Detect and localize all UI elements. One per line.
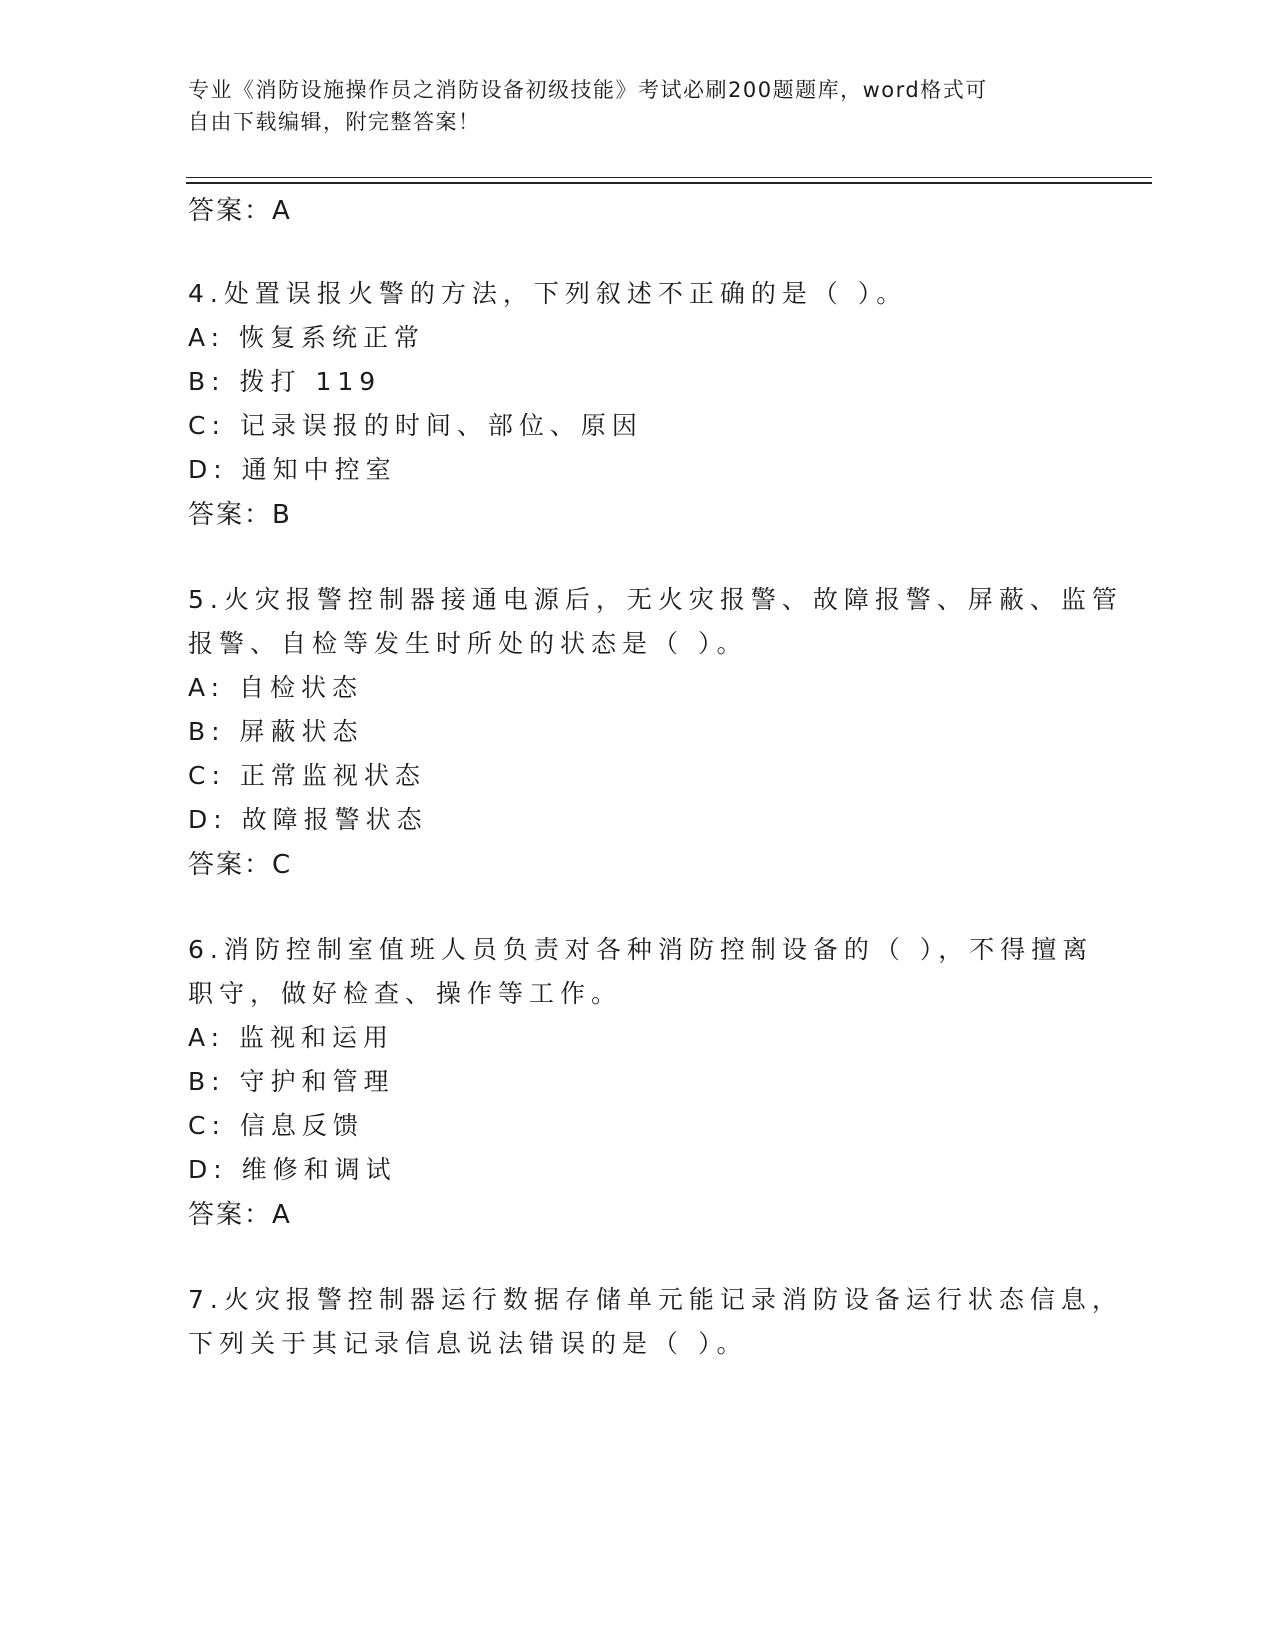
question-6-option-b: B: 守护和管理 — [188, 1067, 395, 1096]
header-divider-thick — [186, 182, 1152, 184]
question-6-option-a: A: 监视和运用 — [188, 1023, 395, 1052]
question-7-stem-line-2: 下列关于其记录信息说法错误的是（ ）。 — [188, 1329, 748, 1358]
header-line-1: 专业《消防设施操作员之消防设备初级技能》考试必刷200题题库，word格式可 — [188, 78, 988, 102]
previous-answer: 答案：A — [188, 196, 292, 226]
question-6-stem-line-1: 6.消防控制室值班人员负责对各种消防控制设备的（ ），不得擅离 — [188, 935, 1094, 964]
question-4-option-a: A: 恢复系统正常 — [188, 323, 426, 352]
question-4-option-d: D: 通知中控室 — [188, 455, 397, 484]
question-5-answer: 答案：C — [188, 850, 293, 880]
question-5-option-a: A: 自检状态 — [188, 673, 364, 702]
question-4-stem: 4.处置误报火警的方法，下列叙述不正确的是（ ）。 — [188, 279, 908, 308]
question-5-option-b: B: 屏蔽状态 — [188, 717, 364, 746]
question-4-option-c: C: 记录误报的时间、部位、原因 — [188, 411, 643, 440]
header-line-2: 自由下载编辑，附完整答案！ — [188, 110, 481, 134]
header-divider-thin — [186, 177, 1152, 178]
question-6-option-d: D: 维修和调试 — [188, 1155, 397, 1184]
question-6-answer: 答案：A — [188, 1200, 292, 1230]
document-header — [188, 74, 1068, 138]
question-5-option-c: C: 正常监视状态 — [188, 761, 426, 790]
question-5-option-d: D: 故障报警状态 — [188, 805, 428, 834]
question-4-answer: 答案：B — [188, 500, 292, 530]
question-5-stem-line-2: 报警、自检等发生时所处的状态是（ ）。 — [188, 629, 748, 658]
question-6-option-c: C: 信息反馈 — [188, 1111, 364, 1140]
question-6-stem-line-2: 职守，做好检查、操作等工作。 — [188, 979, 623, 1008]
question-7-stem-line-1: 7.火灾报警控制器运行数据存储单元能记录消防设备运行状态信息， — [188, 1285, 1123, 1314]
question-4-option-b: B: 拨打 119 — [188, 367, 382, 396]
question-5-stem-line-1: 5.火灾报警控制器接通电源后，无火灾报警、故障报警、屏蔽、监管 — [188, 585, 1123, 614]
